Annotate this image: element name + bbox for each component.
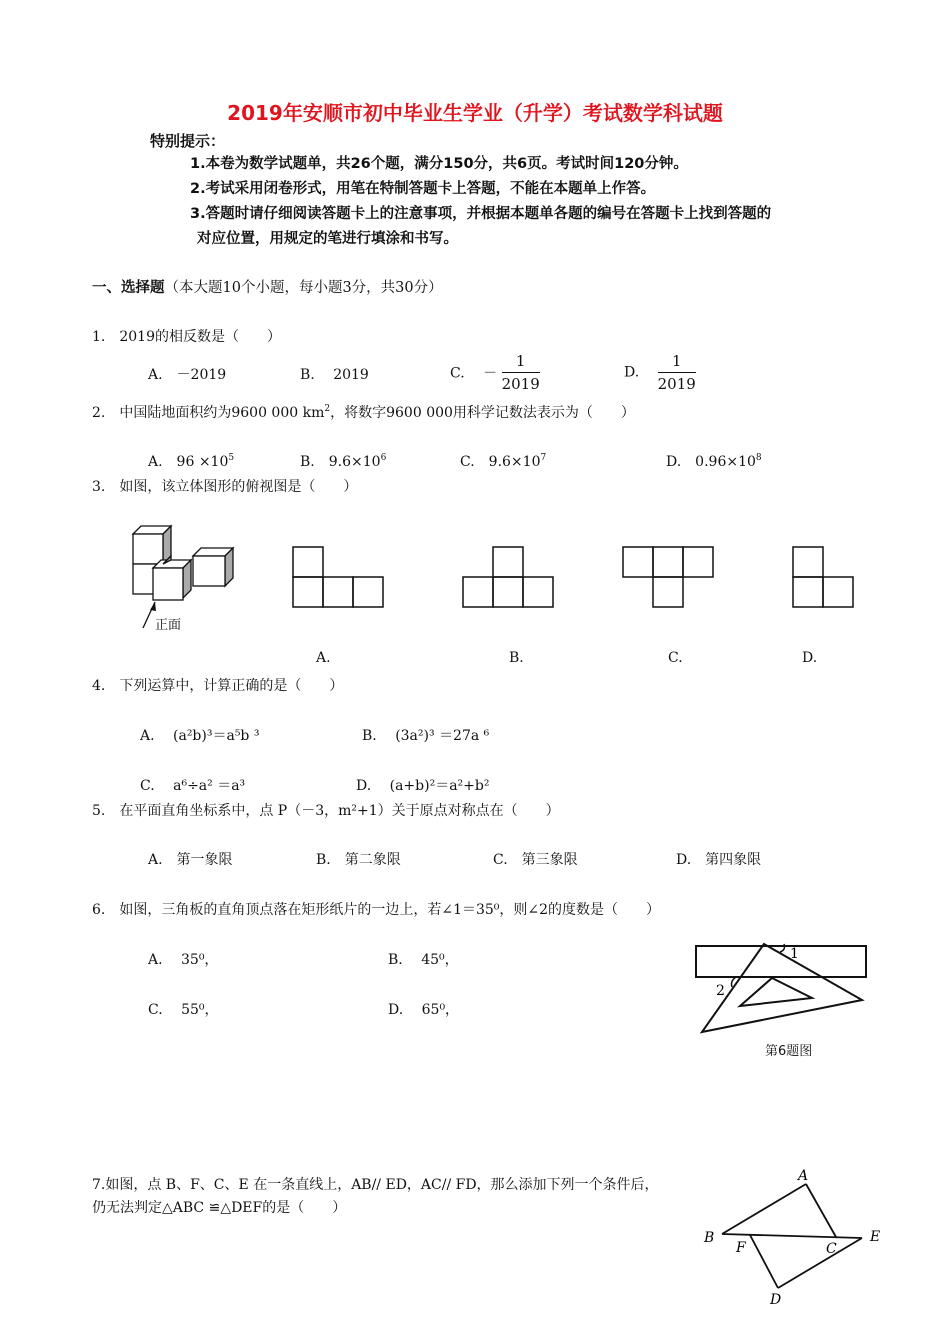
q6-figure	[694, 940, 869, 1040]
q1-option-d-fraction	[658, 350, 696, 395]
q7-point-f: F	[736, 1240, 746, 1256]
q2-b-base: B. 9.6×10	[300, 454, 381, 470]
q7-point-b: B	[704, 1230, 715, 1246]
q5-option-a: A. 第一象限	[148, 852, 233, 868]
q6-angle-1-label: 1	[790, 946, 799, 962]
q5-option-d: D. 第四象限	[676, 852, 762, 868]
q6-option-b: B. 45⁰，	[388, 952, 459, 968]
q1-d-numerator: 1	[658, 350, 696, 373]
q7-point-e: E	[870, 1229, 881, 1245]
q3-option-c-figure	[622, 546, 714, 608]
q5-option-c: C. 第三象限	[493, 852, 578, 868]
q7-point-a: A	[798, 1168, 809, 1184]
q2-option-c	[460, 451, 546, 471]
section-desc: （本大题10个小题，每小题3分，共30分）	[164, 280, 443, 296]
q2-option-d	[666, 451, 762, 471]
q1-d-denominator: 2019	[657, 375, 696, 393]
q2-d-base: D. 0.96×10	[666, 454, 756, 470]
q7-figure	[700, 1168, 885, 1308]
q4-stem: 4. 下列运算中，计算正确的是（ ）	[92, 678, 344, 694]
q5-option-b: B. 第二象限	[316, 852, 401, 868]
q2-stem-pre: 2. 中国陆地面积约为9600 000 km	[92, 405, 325, 421]
q4-option-b: B. (3a²)³ ＝27a ⁶	[362, 728, 490, 744]
q3-option-a-figure	[292, 546, 384, 608]
q3-label-d: D.	[802, 650, 818, 666]
q6-angle-2-label: 2	[716, 983, 725, 999]
q2-option-b	[300, 451, 386, 471]
q2-c-exp: 7	[540, 453, 547, 463]
q1-option-c-prefix: C. －	[450, 365, 498, 382]
notice-item-3-cont: 对应位置，用规定的笔进行填涂和书写。	[197, 231, 458, 247]
q1-stem: 1. 2019的相反数是（ ）	[92, 329, 281, 345]
q1-c-numerator: 1	[502, 350, 540, 373]
q2-stem-sup: 2	[324, 404, 331, 414]
notice-heading: 特别提示：	[150, 132, 226, 150]
q2-option-a	[148, 451, 234, 471]
q2-c-base: C. 9.6×10	[460, 454, 541, 470]
q6-stem: 6. 如图，三角板的直角顶点落在矩形纸片的一边上，若∠1＝35⁰，则∠2的度数是（ ）	[92, 902, 661, 918]
q2-d-exp: 8	[755, 453, 762, 463]
q3-label-b: B.	[509, 650, 524, 666]
q6-option-c: C. 55⁰，	[148, 1002, 219, 1018]
q7-line-1: 7.如图，点 B、F、C、E 在一条直线上，AB// ED，AC// FD，那么添加下列一个条件后，	[92, 1177, 659, 1193]
q6-option-a: A. 35⁰，	[148, 952, 219, 968]
q5-stem: 5. 在平面直角坐标系中，点 P（－3，m²+1）关于原点对称点在（ ）	[92, 803, 560, 819]
q1-option-d	[624, 350, 696, 395]
page-title: 2019年安顺市初中毕业生学业（升学）考试数学科试题	[227, 101, 723, 125]
q1-option-c-fraction	[502, 350, 540, 395]
notice-item-3: 3.答题时请仔细阅读答题卡上的注意事项，并根据本题单各题的编号在答题卡上找到答题的	[190, 206, 772, 222]
q3-label-a: A.	[316, 650, 331, 666]
section-label: 一、选择题	[92, 280, 165, 296]
q3-label-c: C.	[668, 650, 683, 666]
q4-option-c: C. a⁶÷a² ＝a³	[140, 778, 246, 794]
q1-option-d-prefix: D.	[624, 364, 640, 381]
q7-line-2: 仍无法判定△ABC ≌△DEF的是（ ）	[92, 1200, 347, 1216]
section-heading	[92, 276, 443, 297]
q1-option-b: B. 2019	[300, 367, 369, 383]
q1-option-c	[450, 350, 540, 395]
q2-stem	[92, 402, 635, 422]
q3-stem: 3. 如图，该立体图形的俯视图是（ ）	[92, 479, 358, 495]
notice-item-2: 2.考试采用闭卷形式，用笔在特制答题卡上答题，不能在本题单上作答。	[190, 181, 656, 197]
q2-a-exp: 5	[228, 453, 235, 463]
q3-option-b-figure	[462, 546, 554, 608]
q6-caption: 第6题图	[765, 1044, 813, 1059]
q2-b-exp: 6	[380, 453, 387, 463]
q2-a-base: A. 96 ×10	[148, 454, 229, 470]
q7-point-c: C	[826, 1241, 837, 1257]
q6-option-d: D. 65⁰，	[388, 1002, 460, 1018]
q1-c-denominator: 2019	[501, 375, 540, 393]
q2-stem-post: ，将数字9600 000用科学记数法表示为（ ）	[330, 405, 635, 421]
q1-option-a: A. －2019	[148, 367, 227, 383]
q4-option-a: A. (a²b)³＝a⁵b ³	[140, 728, 260, 744]
q3-front-label: 正面	[155, 618, 182, 633]
q4-option-d: D. (a+b)²＝a²+b²	[356, 778, 490, 794]
q3-solid-figure	[125, 518, 245, 638]
q3-option-d-figure	[792, 546, 854, 608]
q7-point-d: D	[770, 1292, 782, 1308]
notice-item-1: 1.本卷为数学试题单，共26个题，满分150分，共6页。考试时间120分钟。	[190, 156, 688, 172]
